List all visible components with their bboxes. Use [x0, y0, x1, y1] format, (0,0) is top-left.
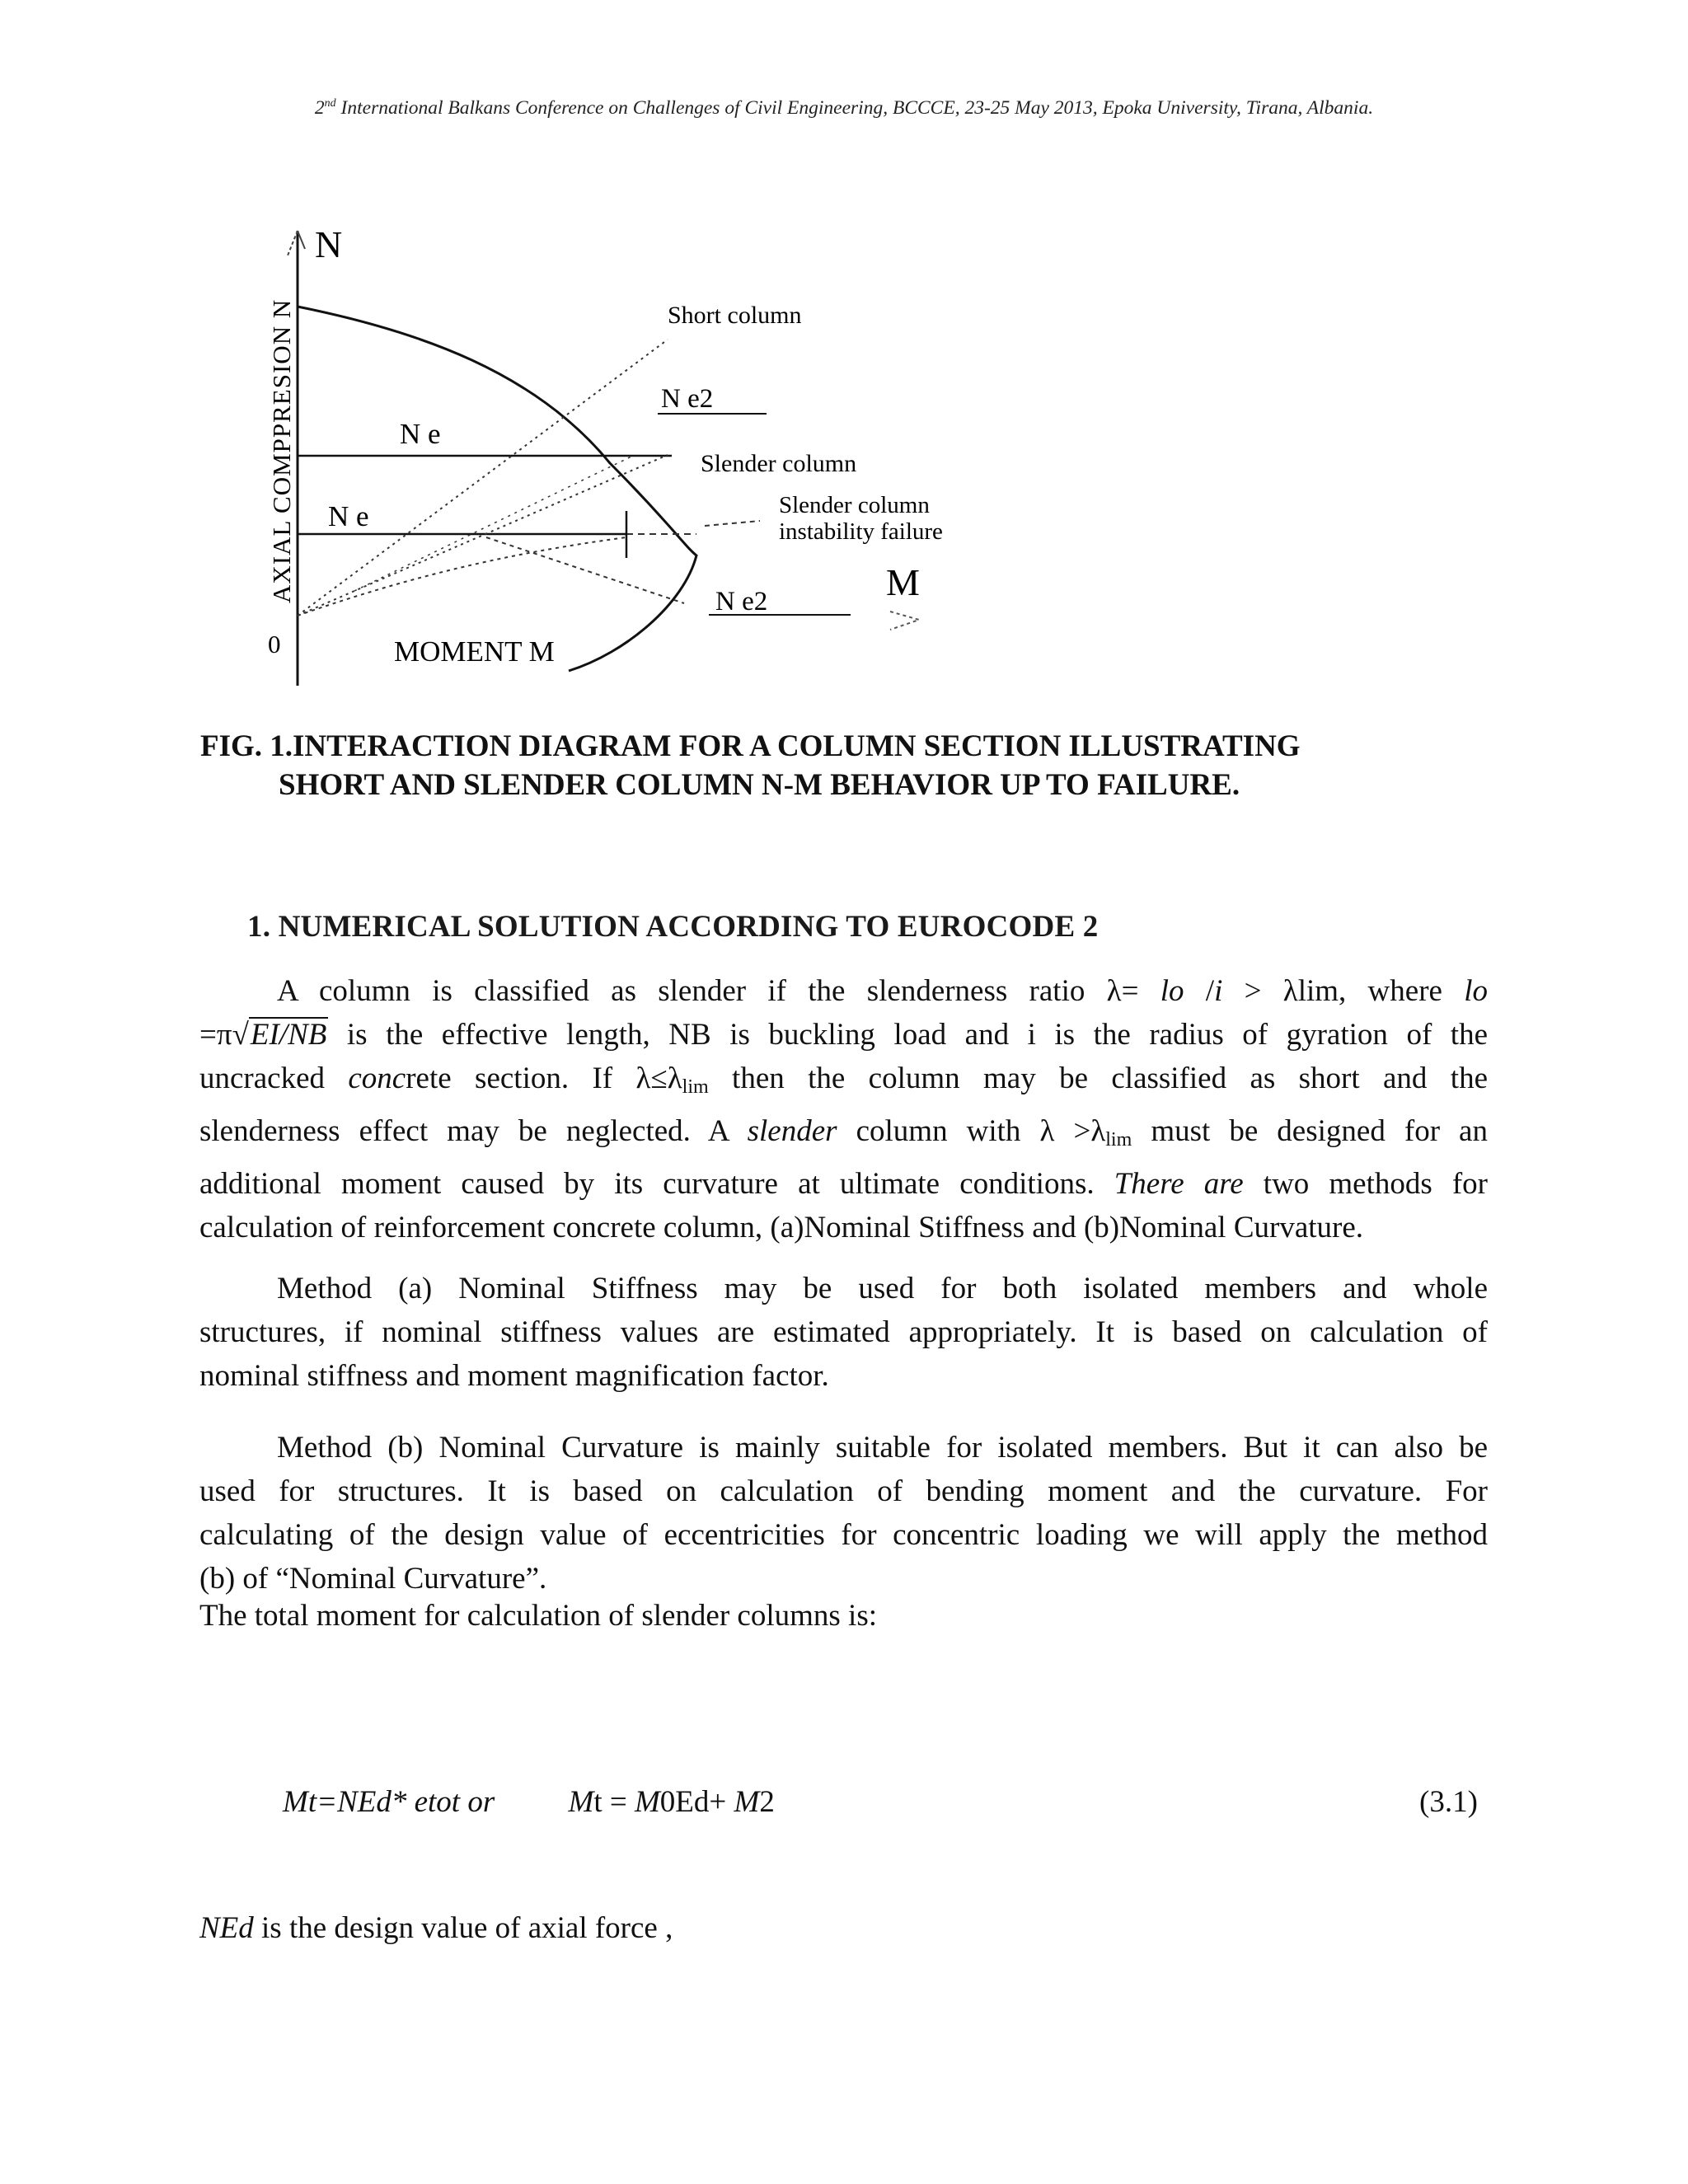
p1-line-1: A column is classified as slender if the slenderness ratio λ= lo /i > λlim, where lo	[277, 974, 1489, 1008]
paragraph-2	[199, 1267, 1488, 1398]
p2-line-2: structures, if nominal stiffness values are estimated appropriately. It is based on calculation of	[199, 1315, 1488, 1349]
p1-line-4: slenderness effect may be neglected. A slender column with $\lambda >\lambda_{lim}$ must be designed for an	[199, 1114, 1488, 1151]
paragraph-3	[199, 1426, 1488, 1601]
short-column-path	[298, 340, 668, 616]
p2-line-3: nominal stiffness and moment magnification factor.	[199, 1359, 829, 1393]
interaction-diagram	[239, 216, 1030, 702]
instability-label-1: Slender column	[779, 492, 930, 518]
y-axis-label: AXIAL COMPPRESION N	[267, 298, 296, 603]
slender-column-label: Slender column	[701, 450, 857, 477]
ned-definition	[199, 1906, 1488, 1950]
running-header	[0, 97, 1688, 120]
caption-line-2: SHORT AND SLENDER COLUMN N-M BEHAVIOR UP TO FAILURE.	[279, 768, 1240, 802]
n-axis-label: N	[315, 223, 343, 265]
ne2-top-label: N e2	[661, 384, 714, 414]
ne-bottom-label: N e	[328, 500, 369, 532]
p2-line-1: Method (a) Nominal Stiffness may be used for both isolated members and whole	[277, 1272, 1488, 1305]
x-axis-label: MOMENT M	[394, 635, 555, 668]
p3-line-4: (b) of “Nominal Curvature”.	[199, 1562, 547, 1596]
paragraph-4	[199, 1594, 1488, 1638]
p1-line-6: calculation of reinforcement concrete column, (a)Nominal Stiffness and (b)Nominal Curvature.	[199, 1211, 1364, 1244]
p1-line-2: =π√EI/NB is the effective length, NB is buckling load and i is the radius of gyration of the	[199, 1018, 1488, 1052]
paragraph-1	[199, 969, 1488, 1249]
ne2-bottom-label: N e2	[715, 587, 768, 616]
p1-line-3: uncracked concrete section. If $\lambda\le\lambda_{lim}$ then the column may be classified as short and the	[199, 1062, 1488, 1098]
slender-path-2	[298, 537, 626, 616]
interaction-curve	[298, 307, 696, 671]
ned-description: is the design value of axial force ,	[253, 1911, 673, 1945]
m-axis-arrow	[890, 612, 919, 630]
p1-line-5: additional moment caused by its curvature at ultimate conditions. There are two methods for	[199, 1167, 1488, 1201]
instability-label-2: instability failure	[779, 518, 943, 545]
header-text: International Balkans Conference on Challenges of Civil Engineering, BCCCE, 23-25 May 2013, Epoka University, Tirana, Albania.	[335, 97, 1374, 119]
m-axis-label: M	[886, 561, 920, 603]
slender-path-3	[486, 537, 684, 603]
sqrt-expression: EI/NB	[250, 1018, 327, 1052]
p3-line-2: used for structures. It is based on calculation of bending moment and the curvature. For	[199, 1474, 1488, 1508]
y-axis-arrow-left	[288, 231, 298, 255]
equation-3-1: Mt=NEd* etot or Mt = M0Ed+ M2	[283, 1785, 775, 1819]
p3-line-1: Method (b) Nominal Curvature is mainly suitable for isolated members. But it can also be	[277, 1431, 1488, 1465]
cross-path	[354, 455, 635, 591]
ned-symbol: NEd	[199, 1911, 254, 1945]
origin-label: 0	[268, 630, 281, 658]
section-heading: 1. NUMERICAL SOLUTION ACCORDING TO EUROCODE 2	[247, 910, 1099, 944]
header-ordinal: 2	[314, 97, 325, 119]
p4-line: The total moment for calculation of slender columns is:	[199, 1599, 878, 1633]
equation-number: (3.1)	[1419, 1785, 1478, 1819]
equation-left: Mt=NEd* etot or	[283, 1785, 495, 1819]
slender-path-1	[298, 455, 668, 616]
p3-line-3: calculating of the design value of eccentricities for concentric loading we will apply the method	[199, 1518, 1488, 1552]
caption-line-1: FIG. 1.INTERACTION DIAGRAM FOR A COLUMN SECTION ILLUSTRATING	[200, 729, 1301, 763]
ne-top-label: N e	[400, 418, 441, 450]
figure-caption	[200, 727, 1301, 804]
header-ordinal-suffix: nd	[324, 97, 336, 110]
instability-pointer	[705, 521, 760, 526]
short-column-label: Short column	[668, 302, 802, 329]
